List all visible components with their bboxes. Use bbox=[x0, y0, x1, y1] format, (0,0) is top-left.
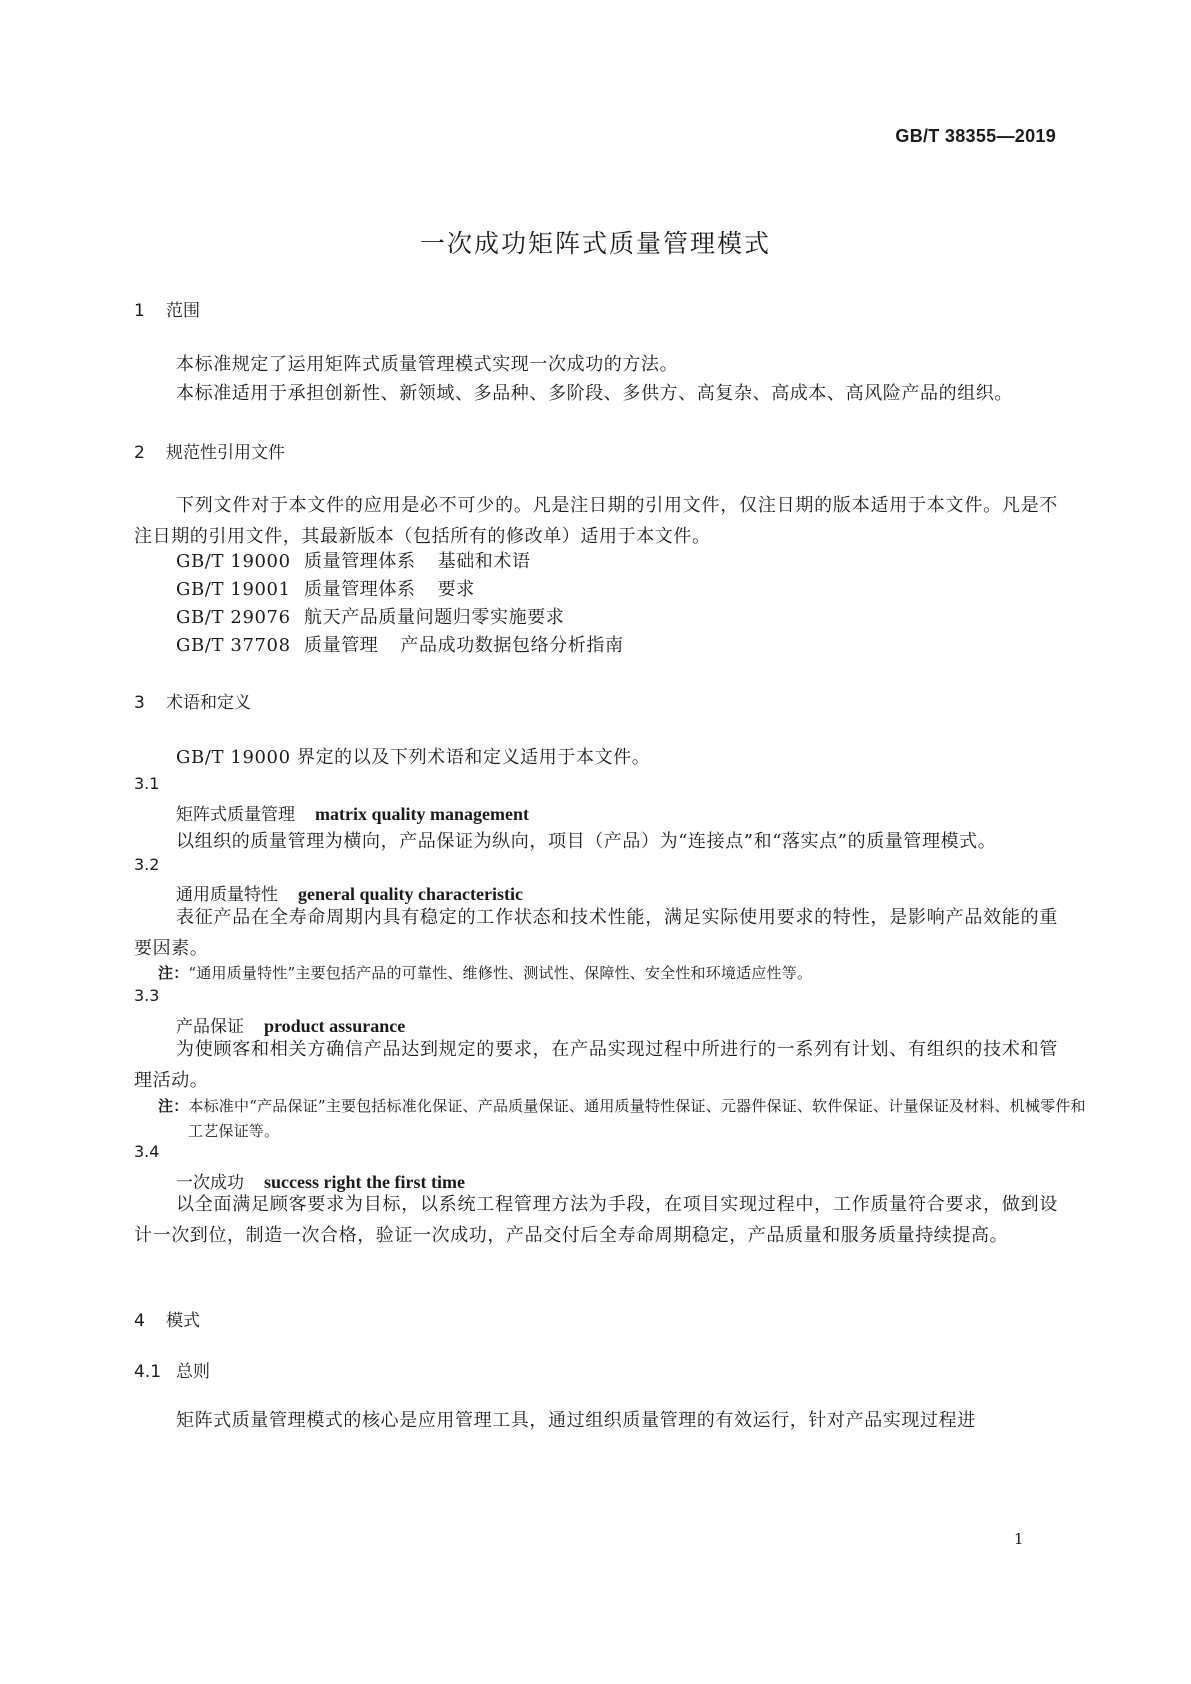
term-zh: 矩阵式质量管理 bbox=[176, 805, 295, 825]
paragraph: 本标准适用于承担创新性、新领域、多品种、多阶段、多供方、高复杂、高成本、高风险产品的组织。 bbox=[176, 383, 1013, 404]
note-label: 注： bbox=[158, 964, 189, 982]
section-3-heading bbox=[134, 688, 251, 713]
term-en: success right the first time bbox=[264, 1172, 465, 1192]
term-zh: 产品保证 bbox=[176, 1017, 244, 1037]
reference-title: 基础和术语 bbox=[437, 551, 531, 572]
section-number: 4 bbox=[134, 1311, 145, 1331]
reference-title: 质量管理体系 bbox=[304, 551, 416, 572]
term-zh: 一次成功 bbox=[176, 1173, 244, 1193]
subsection-heading bbox=[134, 1357, 210, 1382]
section-title: 模式 bbox=[166, 1311, 200, 1331]
reference-title: 要求 bbox=[437, 579, 475, 600]
reference-title: 质量管理体系 bbox=[304, 579, 416, 600]
reference-title: 质量管理 bbox=[304, 635, 379, 656]
section-number: 1 bbox=[134, 301, 145, 321]
term-heading bbox=[176, 800, 529, 825]
term-number: 3.4 bbox=[134, 1142, 160, 1161]
term-definition: 以组织的质量管理为横向，产品保证为纵向，项目（产品）为“连接点”和“落实点”的质量管理模式。 bbox=[176, 831, 997, 852]
section-number: 3 bbox=[134, 693, 145, 713]
section-title: 术语和定义 bbox=[166, 693, 251, 713]
reference-title: 航天产品质量问题归零实施要求 bbox=[304, 607, 565, 628]
reference-item bbox=[176, 631, 624, 657]
paragraph: GB/T 19000 界定的以及下列术语和定义适用于本文件。 bbox=[176, 747, 651, 768]
term-zh: 通用质量特性 bbox=[176, 885, 278, 905]
note-text: 本标准中“产品保证”主要包括标准化保证、产品质量保证、通用质量特性保证、元器件保证、软件保证、计量保证及材料、机械零件和工艺保证等。 bbox=[188, 1097, 1086, 1140]
term-en: general quality characteristic bbox=[298, 884, 523, 904]
section-2-heading bbox=[134, 438, 285, 463]
section-title: 规范性引用文件 bbox=[166, 443, 285, 463]
reference-item bbox=[176, 603, 564, 629]
term-number: 3.1 bbox=[134, 774, 160, 793]
section-number: 2 bbox=[134, 443, 145, 463]
term-definition: 以全面满足顾客要求为目标，以系统工程管理方法为手段，在项目实现过程中，工作质量符合要求，做到设计一次到位，制造一次合格，验证一次成功，产品交付后全寿命周期稳定，产品质量和服务质量持续提高。 bbox=[134, 1194, 1058, 1246]
standard-code: GB/T 38355—2019 bbox=[895, 126, 1056, 146]
section-1-heading bbox=[134, 296, 200, 321]
term-number: 3.2 bbox=[134, 855, 160, 874]
term-number: 3.3 bbox=[134, 986, 160, 1005]
note-text: “通用质量特性”主要包括产品的可靠性、维修性、测试性、保障性、安全性和环境适应性等。 bbox=[188, 964, 813, 982]
note-label: 注： bbox=[158, 1097, 189, 1115]
paragraph: 本标准规定了运用矩阵式质量管理模式实现一次成功的方法。 bbox=[176, 354, 679, 375]
term-definition: 为使顾客和相关方确信产品达到规定的要求，在产品实现过程中所进行的一系列有计划、有组织的技术和管理活动。 bbox=[134, 1039, 1058, 1091]
subsection-number: 4.1 bbox=[134, 1362, 162, 1382]
term-note bbox=[158, 962, 812, 983]
page-number: 1 bbox=[1014, 1530, 1024, 1548]
paragraph: 下列文件对于本文件的应用是必不可少的。凡是注日期的引用文件，仅注日期的版本适用于本文件。凡是不注日期的引用文件，其最新版本（包括所有的修改单）适用于本文件。 bbox=[134, 495, 1058, 547]
term-note bbox=[158, 1094, 1088, 1144]
document-title: 一次成功矩阵式质量管理模式 bbox=[419, 229, 771, 258]
paragraph: 矩阵式质量管理模式的核心是应用管理工具，通过组织质量管理的有效运行，针对产品实现过程进 bbox=[176, 1410, 976, 1431]
term-definition: 表征产品在全寿命周期内具有稳定的工作状态和技术性能，满足实际使用要求的特性，是影响产品效能的重要因素。 bbox=[134, 907, 1058, 959]
section-title: 范围 bbox=[166, 301, 200, 321]
term-en: matrix quality management bbox=[315, 804, 529, 824]
section-4-heading bbox=[134, 1306, 200, 1331]
reference-item bbox=[176, 575, 475, 601]
subsection-title: 总则 bbox=[176, 1362, 210, 1382]
reference-code: GB/T 19001 bbox=[176, 579, 291, 600]
reference-code: GB/T 37708 bbox=[176, 635, 291, 656]
reference-title: 产品成功数据包络分析指南 bbox=[400, 635, 624, 656]
term-en: product assurance bbox=[264, 1016, 406, 1036]
reference-item bbox=[176, 547, 531, 573]
reference-code: GB/T 29076 bbox=[176, 607, 291, 628]
reference-code: GB/T 19000 bbox=[176, 551, 291, 572]
